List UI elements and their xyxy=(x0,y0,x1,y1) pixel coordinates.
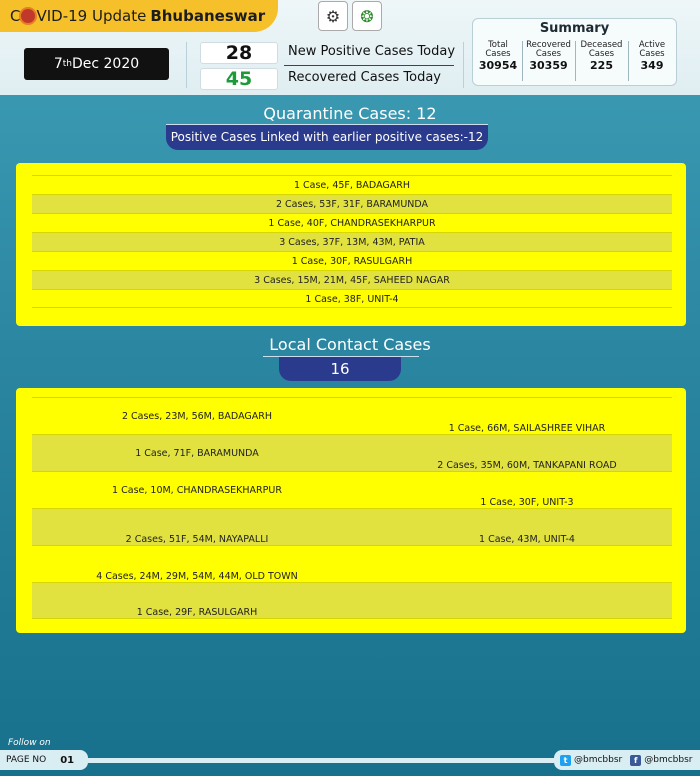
list-item: 2 Cases, 35M, 60M, TANKAPANI ROAD xyxy=(437,460,617,471)
list-item: 1 Case, 71F, BARAMUNDA xyxy=(135,448,259,459)
twitter-icon[interactable]: t xyxy=(560,755,571,766)
divider xyxy=(284,65,454,66)
list-item: 1 Case, 38F, UNIT-4 xyxy=(32,289,672,308)
follow-on-label: Follow on xyxy=(8,738,51,748)
list-item: 2 Cases, 51F, 54M, NAYAPALLI xyxy=(125,534,269,545)
list-item: 1 Case, 66M, SAILASHREE VIHAR xyxy=(448,423,606,434)
list-item: 1 Case, 40F, CHANDRASEKHARPUR xyxy=(32,213,672,232)
list-item: 1 Case, 30F, UNIT-3 xyxy=(480,497,574,508)
summary-recovered-value: 30359 xyxy=(529,59,568,72)
title-city: Bhubaneswar xyxy=(150,7,266,25)
recovered-count: 45 xyxy=(200,68,278,90)
list-item: 1 Case, 29F, RASULGARH xyxy=(136,607,258,618)
local-contact-panel xyxy=(16,388,686,633)
new-positive-count: 28 xyxy=(200,42,278,64)
list-item: 2 Cases, 23M, 56M, BADAGARH xyxy=(121,411,273,422)
virus-icon xyxy=(21,9,35,23)
quarantine-panel xyxy=(16,163,686,326)
summary-active: Active Cases 349 xyxy=(628,41,675,81)
summary-panel xyxy=(472,18,677,86)
summary-title: Summary xyxy=(539,21,610,36)
odisha-emblem-icon: ⚙ xyxy=(318,1,348,31)
facebook-handle[interactable]: @bmcbbsr xyxy=(644,755,693,765)
new-positive-label: New Positive Cases Today xyxy=(288,44,456,59)
divider xyxy=(166,124,488,125)
quarantine-title: Quarantine Cases: 12 xyxy=(263,104,437,123)
title-text: C VID-19 Update xyxy=(10,7,147,25)
divider xyxy=(463,42,464,88)
summary-recovered: Recovered Cases 30359 xyxy=(522,41,574,81)
summary-deceased-value: 225 xyxy=(590,59,613,72)
page-number-box xyxy=(0,750,88,770)
list-item: 1 Case, 43M, UNIT-4 xyxy=(479,534,575,545)
local-contact-title: Local Contact Cases xyxy=(269,335,431,354)
summary-active-value: 349 xyxy=(640,59,664,72)
list-item: 2 Cases, 53F, 31F, BARAMUNDA xyxy=(32,194,672,213)
bmc-logo-icon: ❂ xyxy=(352,1,382,31)
local-contact-count: 16 xyxy=(279,357,401,381)
divider xyxy=(186,42,187,88)
list-item: 1 Case, 10M, CHANDRASEKHARPUR xyxy=(112,485,282,496)
report-date: 7 th Dec 2020 xyxy=(24,48,169,80)
summary-deceased: Deceased Cases 225 xyxy=(575,41,627,81)
recovered-label: Recovered Cases Today xyxy=(288,70,441,85)
social-links xyxy=(554,750,700,770)
facebook-icon[interactable]: f xyxy=(630,755,641,766)
list-item: 1 Case, 30F, RASULGARH xyxy=(32,251,672,270)
list-item: 4 Cases, 24M, 29M, 54M, 44M, OLD TOWN xyxy=(96,571,298,582)
title-banner xyxy=(0,0,278,32)
list-item: 3 Cases, 37F, 13M, 43M, PATIA xyxy=(32,232,672,251)
list-item: 3 Cases, 15M, 21M, 45F, SAHEED NAGAR xyxy=(32,270,672,289)
list-item: 1 Case, 45F, BADAGARH xyxy=(32,175,672,194)
page-label: PAGE NO xyxy=(6,755,47,765)
summary-total: Total Cases 30954 xyxy=(475,41,521,81)
header xyxy=(0,0,700,95)
twitter-handle[interactable]: @bmcbbsr xyxy=(574,755,623,765)
page-number: 01 xyxy=(60,754,75,766)
footer-bar xyxy=(88,758,554,763)
summary-total-value: 30954 xyxy=(478,59,518,72)
quarantine-subtitle: Positive Cases Linked with earlier positive cases:-12 xyxy=(166,124,488,150)
